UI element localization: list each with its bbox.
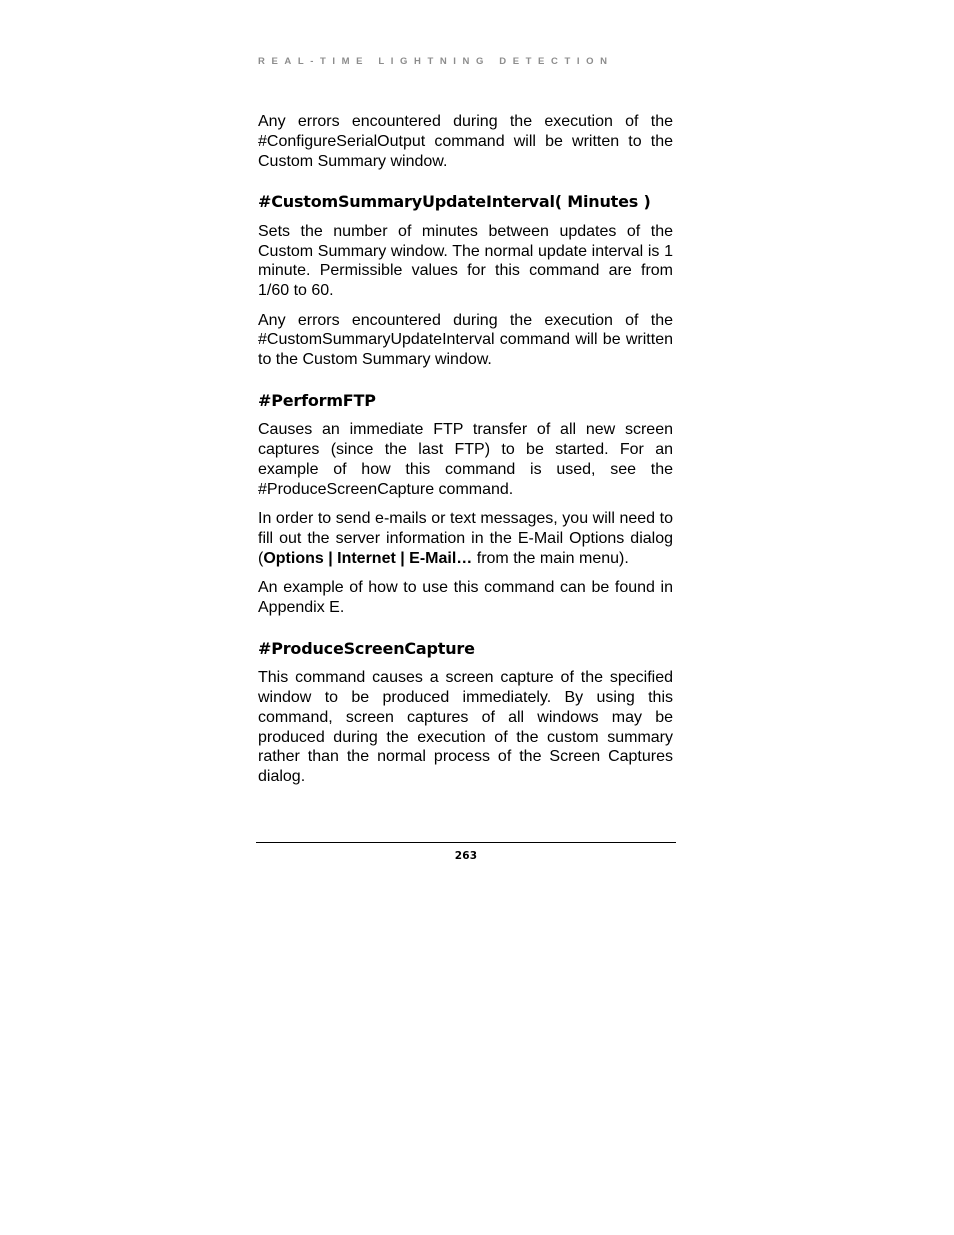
section-paragraph: Any errors encountered during the execution of the #CustomSummaryUpdateInterval command will be written to the Custom Summary window. (258, 311, 673, 369)
section-paragraph: This command causes a screen capture of the specified window to be produced immediately. By using this command, screen captures of all windows may be produced during the execution of the custom summary rather than the normal process of the Screen Captures dialog. (258, 669, 673, 786)
email-paragraph-after: from the main menu). (472, 549, 629, 567)
section-heading: #PerformFTP (258, 390, 376, 410)
page-number: 263 (454, 850, 478, 862)
section-heading: #ProduceScreenCapture (258, 638, 475, 658)
email-paragraph-before: In order to send e-mails or text messages, you will need to fill out the server information in the E-Mail Options dialog ( (258, 510, 673, 567)
appendix-paragraph: An example of how to use this command can be found in Appendix E. (258, 579, 673, 616)
footer-rule (256, 842, 676, 843)
section-custom-summary-update-interval (258, 192, 673, 370)
page-body (258, 112, 673, 796)
section-perform-ftp (258, 391, 673, 618)
section-paragraph: Causes an immediate FTP transfer of all new screen captures (since the last FTP) to be started. For an example of how this command is used, see the #ProduceScreenCapture command. (258, 421, 673, 498)
section-produce-screen-capture (258, 639, 673, 787)
menu-path: Options | Internet | E-Mail… (263, 549, 473, 567)
email-options-paragraph (258, 509, 673, 568)
section-paragraph: Sets the number of minutes between updates of the Custom Summary window. The normal update interval is 1 minute. Permissible values for this command are from 1/60 to 60. (258, 222, 673, 300)
intro-paragraph: Any errors encountered during the execution of the #ConfigureSerialOutput command will be written to the Custom Summary window. (258, 113, 673, 170)
running-header: REAL-TIME LIGHTNING DETECTION (258, 56, 614, 67)
section-heading: #CustomSummaryUpdateInterval( Minutes ) (258, 192, 651, 212)
